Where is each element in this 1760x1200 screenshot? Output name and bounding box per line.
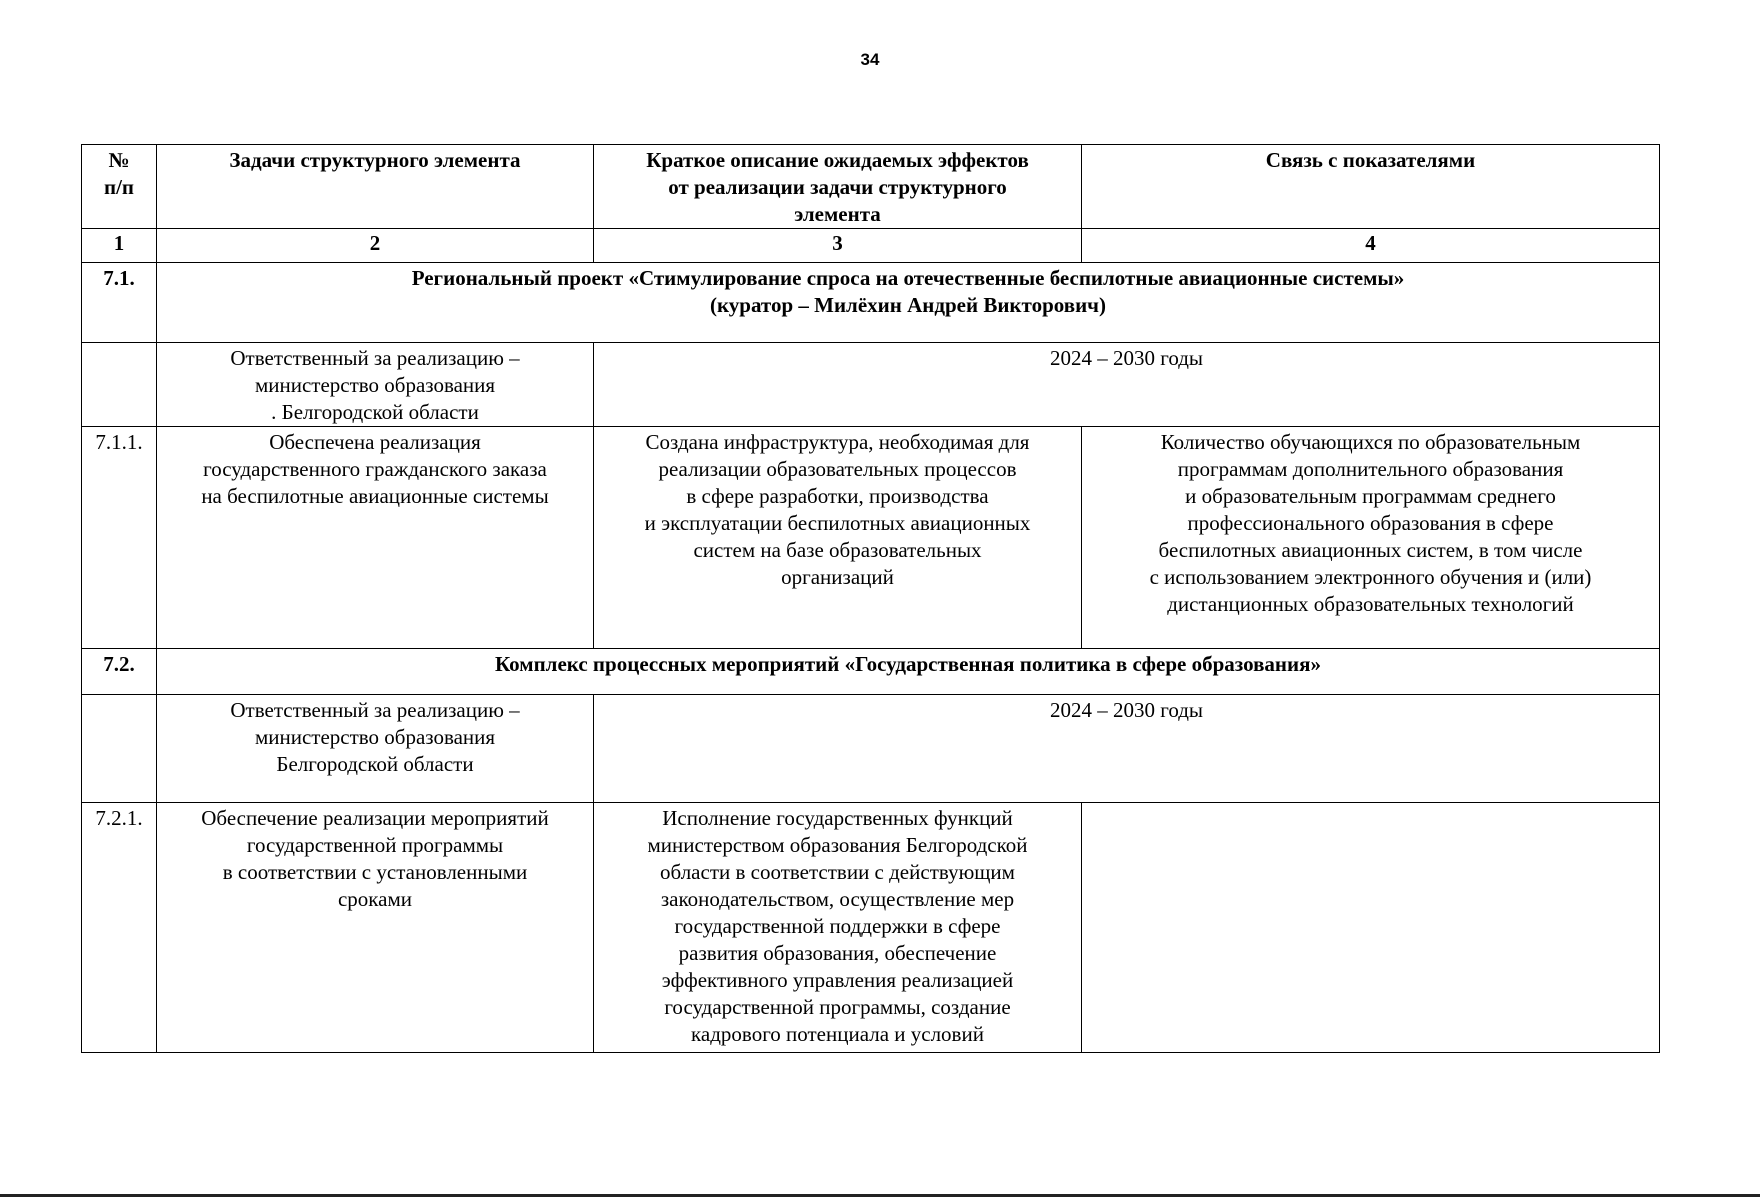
indicators-line: Количество обучающихся по образовательным [1160, 430, 1581, 454]
period-7-1: 2024 – 2030 годы [594, 343, 1660, 427]
responsible-line: министерство образования [254, 725, 496, 749]
task-line: в соответствии с установленными [222, 860, 528, 884]
header-effects-line: от реализации задачи структурного [668, 175, 1007, 199]
empty-num-cell [82, 343, 157, 427]
effects-line: кадрового потенциала и условий [691, 1022, 984, 1046]
column-index-4: 4 [1082, 229, 1660, 263]
indicators-line: беспилотных авиационных систем, в том числе [1158, 538, 1583, 562]
effects-line: организаций [781, 565, 894, 589]
section-title-7-1 [157, 263, 1660, 343]
task-num-7-2-1: 7.2.1. [82, 803, 157, 1053]
indicators-7-2-1 [1082, 803, 1660, 1053]
effects-line: систем на базе образовательных [693, 538, 982, 562]
effects-line: реализации образовательных процессов [658, 457, 1017, 481]
effects-line: развития образования, обеспечение [678, 941, 997, 965]
task-line: государственной программы [246, 833, 504, 857]
effects-line: законодательством, осуществление мер [660, 887, 1015, 911]
header-tasks: Задачи структурного элемента [157, 145, 594, 229]
effects-line: в сфере разработки, производства [686, 484, 989, 508]
indicators-line: и образовательным программам среднего [1185, 484, 1556, 508]
indicators-line: с использованием электронного обучения и (или) [1149, 565, 1592, 589]
responsible-7-1 [157, 343, 594, 427]
section-num-7-1: 7.1. [82, 263, 157, 343]
section-row-7-1 [82, 263, 1660, 343]
effects-line: министерством образования Белгородской [647, 833, 1028, 857]
indicators-line: профессионального образования в сфере [1187, 511, 1554, 535]
responsible-line: министерство образования [254, 373, 496, 397]
page-bottom-rule [0, 1194, 1760, 1197]
responsible-7-2 [157, 695, 594, 803]
task-line: Обеспечение реализации мероприятий [201, 806, 549, 830]
responsible-row-7-1 [82, 343, 1660, 427]
task-line: государственного гражданского заказа [203, 457, 547, 481]
section-title-7-2: Комплекс процессных мероприятий «Государственная политика в сфере образования» [157, 649, 1660, 695]
effects-line: области в соответствии с действующим [660, 860, 1015, 884]
section-title-line: Региональный проект «Стимулирование спроса на отечественные беспилотные авиационные системы» [411, 266, 1405, 290]
empty-num-cell [82, 695, 157, 803]
header-num-abbr: п/п [103, 175, 135, 199]
header-num [82, 145, 157, 229]
header-num-symbol: № [108, 148, 130, 172]
header-effects [594, 145, 1082, 229]
column-index-1: 1 [82, 229, 157, 263]
responsible-line: Ответственный за реализацию – [230, 346, 520, 370]
section-row-7-2 [82, 649, 1660, 695]
indicators-line: дистанционных образовательных технологий [1167, 592, 1574, 616]
responsible-line: . Белгородской области [271, 400, 479, 424]
indicators-line: программам дополнительного образования [1177, 457, 1564, 481]
header-effects-line: элемента [794, 202, 881, 226]
column-index-2: 2 [157, 229, 594, 263]
responsible-line: Белгородской области [276, 752, 474, 776]
task-line: Обеспечена реализация [269, 430, 481, 454]
header-effects-line: Краткое описание ожидаемых эффектов [646, 148, 1029, 172]
task-row-7-2-1 [82, 803, 1660, 1053]
effects-line: и эксплуатации беспилотных авиационных [644, 511, 1031, 535]
indicators-7-1-1 [1082, 427, 1660, 649]
responsible-line: Ответственный за реализацию – [230, 698, 520, 722]
effects-7-2-1 [594, 803, 1082, 1053]
responsible-row-7-2 [82, 695, 1660, 803]
structural-element-table [81, 144, 1660, 1053]
section-curator-line: (куратор – Милёхин Андрей Викторович) [709, 293, 1107, 317]
header-indicators: Связь с показателями [1082, 145, 1660, 229]
task-line: сроками [337, 887, 413, 911]
task-7-1-1 [157, 427, 594, 649]
column-index-row [82, 229, 1660, 263]
task-num-7-1-1: 7.1.1. [82, 427, 157, 649]
page-number: 34 [860, 50, 880, 69]
task-line: на беспилотные авиационные системы [201, 484, 549, 508]
task-7-2-1 [157, 803, 594, 1053]
column-index-3: 3 [594, 229, 1082, 263]
effects-line: государственной поддержки в сфере [674, 914, 1001, 938]
section-num-7-2: 7.2. [82, 649, 157, 695]
effects-line: эффективного управления реализацией [661, 968, 1014, 992]
effects-line: Исполнение государственных функций [662, 806, 1013, 830]
table-header-row [82, 145, 1660, 229]
task-row-7-1-1 [82, 427, 1660, 649]
effects-line: Создана инфраструктура, необходимая для [645, 430, 1030, 454]
effects-7-1-1 [594, 427, 1082, 649]
period-7-2: 2024 – 2030 годы [594, 695, 1660, 803]
effects-line: государственной программы, создание [664, 995, 1011, 1019]
